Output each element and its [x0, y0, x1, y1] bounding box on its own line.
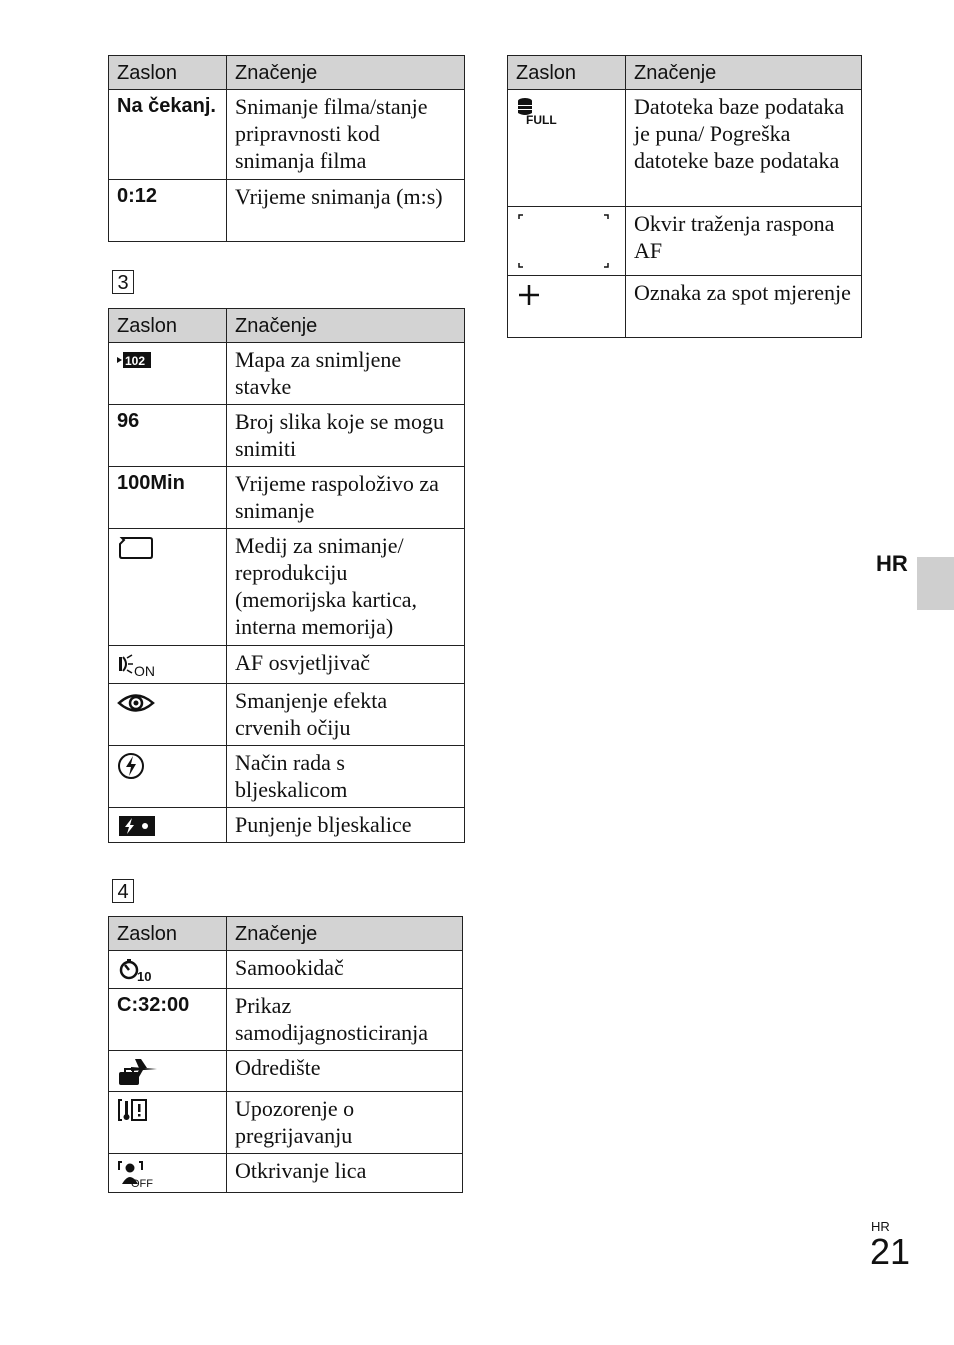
svg-text:FULL: FULL [526, 113, 557, 126]
table-row [109, 180, 465, 242]
icon-cell [109, 746, 227, 808]
section-number-3: 3 [112, 270, 134, 294]
meaning-text: Mapa za snimljene stavke [227, 343, 465, 405]
meaning-text: AF osvjetljivač [227, 646, 465, 684]
meaning-text: Broj slika koje se mogu snimiti [227, 405, 465, 467]
page-number: 21 [870, 1231, 911, 1272]
spot-metering-cross-icon [516, 282, 542, 308]
icon-cell [109, 1051, 227, 1092]
header-znacenje: Značenje [626, 56, 862, 90]
header-zaslon: Zaslon [109, 309, 227, 343]
table-row [508, 207, 862, 276]
icon-cell [508, 276, 626, 338]
table-row [109, 808, 465, 843]
meaning-text: Vrijeme snimanja (m:s) [227, 180, 465, 242]
table-row [109, 343, 465, 405]
table-row [109, 951, 463, 989]
icon-cell [109, 808, 227, 843]
meaning-text: Samookidač [227, 951, 463, 989]
table-header [109, 309, 465, 343]
icon-cell [109, 529, 227, 646]
table-row [109, 405, 465, 467]
meaning-text: Oznaka za spot mjerenje [626, 276, 862, 338]
table-row [508, 276, 862, 338]
folder-102-icon [117, 349, 155, 371]
svg-text:OFF: OFF [131, 1178, 153, 1188]
table-row [109, 746, 465, 808]
section-number-4: 4 [112, 879, 134, 903]
icon-cell [109, 1092, 227, 1154]
display-value: Na čekanj. [109, 90, 227, 180]
overheat-warning-icon [117, 1098, 151, 1124]
header-znacenje: Značenje [227, 309, 465, 343]
table-header [109, 56, 465, 90]
header-zaslon: Zaslon [508, 56, 626, 90]
meaning-text: Snimanje filma/stanje pripravnosti kod snimanja filma [227, 90, 465, 180]
table-section-4 [108, 916, 463, 1193]
meaning-text: Način rada s bljeskalicom [227, 746, 465, 808]
display-value: 96 [109, 405, 227, 467]
table-row [508, 90, 862, 207]
table-row [109, 684, 465, 746]
meaning-text: Punjenje bljeskalice [227, 808, 465, 843]
header-znacenje: Značenje [227, 56, 465, 90]
header-zaslon: Zaslon [109, 56, 227, 90]
svg-text:ON: ON [134, 663, 155, 678]
table-row [109, 1154, 463, 1193]
memory-card-icon [117, 535, 155, 561]
svg-text:102: 102 [125, 354, 146, 368]
self-timer-10-icon [117, 957, 157, 983]
meaning-text: Prikaz samodijagnosticiranja [227, 989, 463, 1051]
icon-cell [109, 1154, 227, 1193]
table-row [109, 989, 463, 1051]
table-row [109, 467, 465, 529]
table-header [109, 917, 463, 951]
display-value: C:32:00 [109, 989, 227, 1051]
header-znacenje: Značenje [227, 917, 463, 951]
footer-language: HR [871, 1219, 890, 1234]
meaning-text: Odredište [227, 1051, 463, 1092]
meaning-text: Datoteka baze podataka je puna/ Pogreška datoteke baze podataka [626, 90, 862, 207]
icon-cell [109, 343, 227, 405]
meaning-text: Medij za snimanje/ reprodukciju (memorijska kartica, interna memorija) [227, 529, 465, 646]
icon-cell [109, 646, 227, 684]
af-illuminator-on-icon [117, 652, 163, 678]
meaning-text: Otkrivanje lica [227, 1154, 463, 1193]
flash-charging-icon [117, 814, 157, 838]
display-value: 100Min [109, 467, 227, 529]
table-row [109, 1092, 463, 1154]
table-row [109, 1051, 463, 1092]
meaning-text: Vrijeme raspoloživo za snimanje [227, 467, 465, 529]
database-full-icon [516, 96, 562, 126]
table-row [109, 90, 465, 180]
table-section-3 [108, 308, 465, 843]
table-a [108, 55, 465, 242]
table-row [109, 646, 465, 684]
red-eye-icon [117, 690, 157, 716]
table-header [508, 56, 862, 90]
face-detection-off-icon [117, 1160, 161, 1188]
language-tab-marker [917, 557, 954, 610]
language-tab-label: HR [876, 551, 908, 576]
destination-icon [117, 1057, 159, 1087]
icon-cell [109, 684, 227, 746]
icon-cell [109, 951, 227, 989]
table-row [109, 529, 465, 646]
meaning-text: Upozorenje o pregrijavanju [227, 1092, 463, 1154]
display-value: 0:12 [109, 180, 227, 242]
meaning-text: Okvir traženja raspona AF [626, 207, 862, 276]
icon-cell [508, 207, 626, 276]
svg-text:10: 10 [137, 969, 152, 983]
flash-mode-icon [117, 752, 147, 780]
header-zaslon: Zaslon [109, 917, 227, 951]
meaning-text: Smanjenje efekta crvenih očiju [227, 684, 465, 746]
af-range-frame-icon [516, 213, 616, 271]
icon-cell [508, 90, 626, 207]
table-right [507, 55, 862, 338]
